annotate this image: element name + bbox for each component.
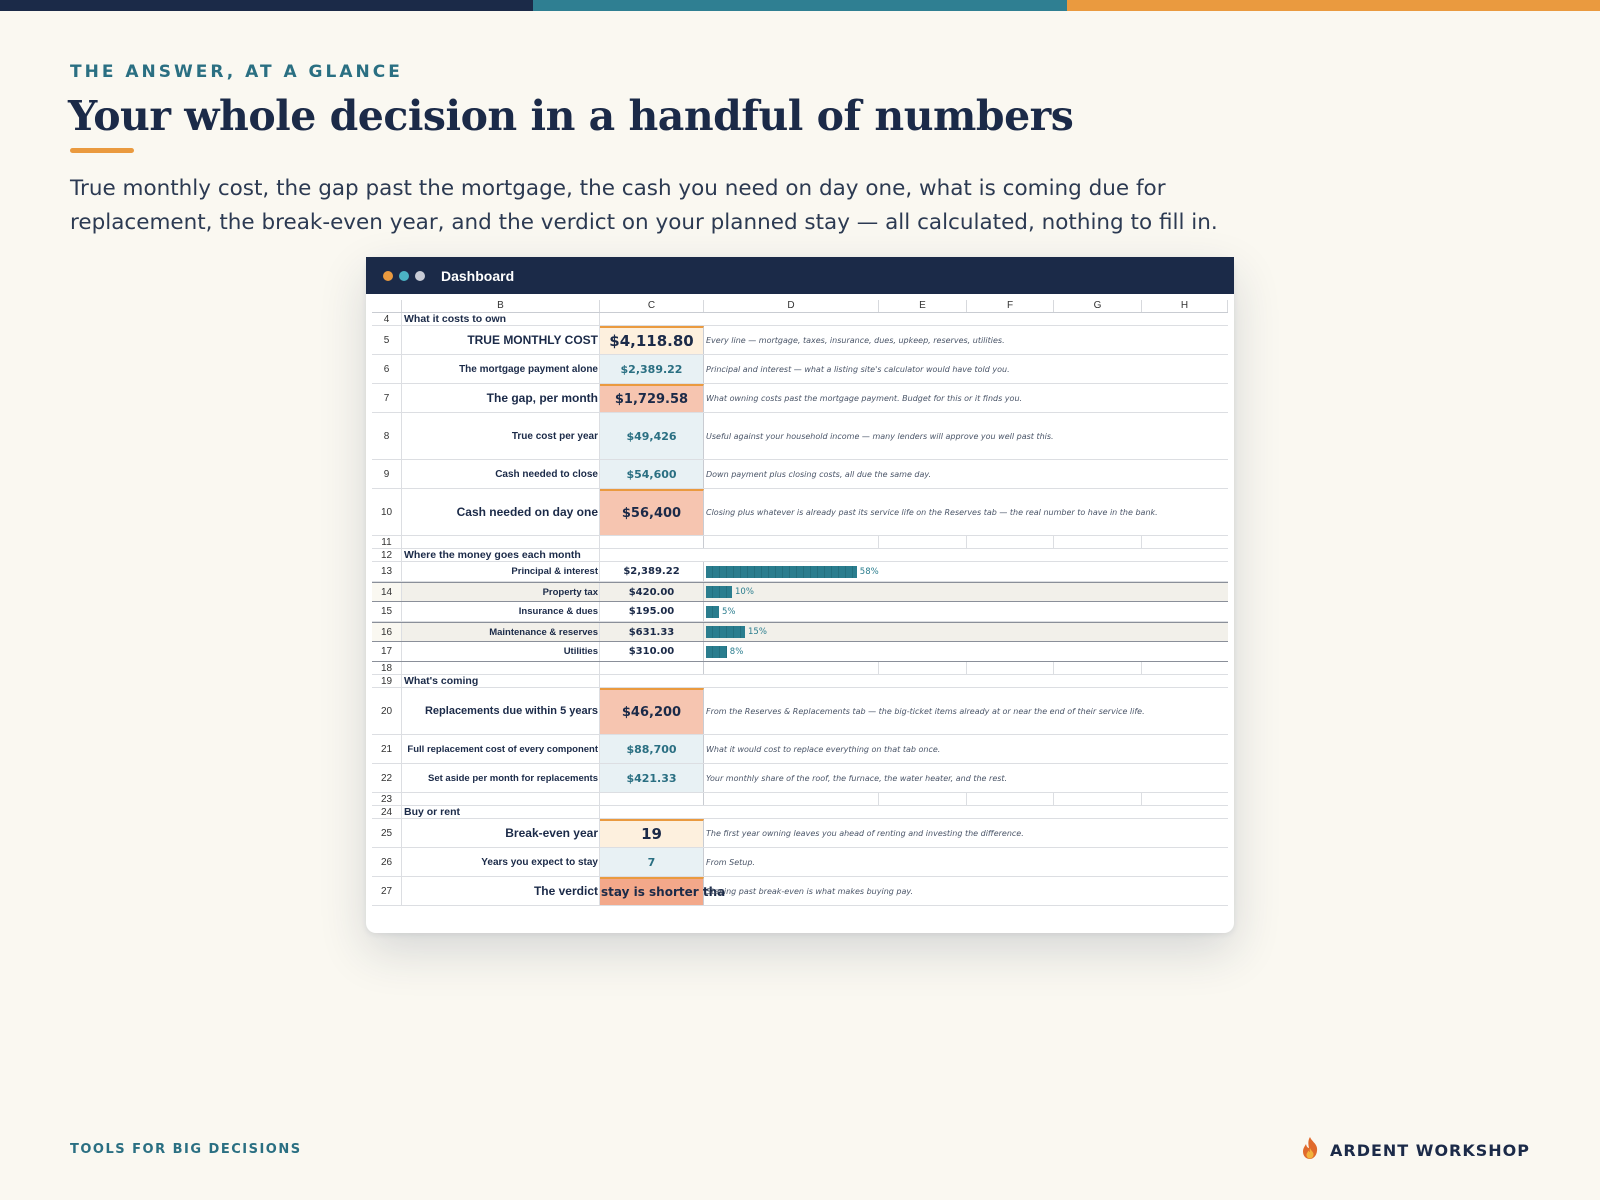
row-label[interactable]: Principal & interest [402,562,600,581]
page-title: Your whole decision in a handful of numbers [68,92,1074,140]
row-value[interactable]: $631.33 [600,623,704,641]
true-monthly-cost-value[interactable]: $4,118.80 [600,326,704,354]
cash-to-close-value[interactable]: $54,600 [600,460,704,488]
empty-cell[interactable] [402,662,600,674]
share-bar [706,566,857,578]
row-number[interactable]: 10 [372,489,402,535]
table-row [372,355,1228,384]
window-titlebar [366,257,1234,294]
row-number[interactable]: 14 [372,583,402,601]
empty-cells[interactable] [704,662,1228,674]
row-number[interactable]: 24 [372,806,402,818]
row-note[interactable]: Principal and interest — what a listing site's calculator would have told you. [706,364,1010,374]
row-note[interactable]: Down payment plus closing costs, all due the same day. [706,469,932,479]
eyebrow: THE ANSWER, AT A GLANCE [70,62,403,82]
corner-cell[interactable] [372,300,402,312]
row-number[interactable]: 15 [372,602,402,621]
section-heading-month[interactable]: Where the money goes each month [402,549,600,561]
window-minimize-dot[interactable] [399,271,409,281]
row-note[interactable]: Useful against your household income — many lenders will approve you well past this. [706,431,1054,441]
spreadsheet-window [366,257,1234,933]
blank-row [372,662,1228,675]
share-percent: 8% [729,646,744,657]
section-row-own [372,313,1228,326]
row-note[interactable]: From Setup. [706,857,755,867]
row-number[interactable]: 17 [372,642,402,661]
lede-paragraph: True monthly cost, the gap past the mortgage, the cash you need on day one, what is coming due for replacement, the break-even year, and the verdict on your planned stay — all calculated, nothing to fill in. [70,176,1218,235]
row-number[interactable]: 5 [372,326,402,354]
section-heading-buy[interactable]: Buy or rent [402,806,600,818]
share-percent: 15% [748,627,767,637]
row-number[interactable]: 22 [372,764,402,792]
row-number[interactable]: 11 [372,536,402,548]
row-number[interactable]: 7 [372,384,402,412]
set-aside-value[interactable]: $421.33 [600,764,704,792]
breakdown-row [372,642,1228,662]
row-label[interactable]: Cash needed on day one [402,489,600,535]
row-number[interactable]: 6 [372,355,402,383]
row-value[interactable]: $195.00 [600,602,704,621]
blank-row [372,536,1228,549]
row-note[interactable]: Every line — mortgage, taxes, insurance, dues, upkeep, reserves, utilities. [706,335,1005,345]
footer-tagline: TOOLS FOR BIG DECISIONS [70,1142,302,1157]
footer-brand [1300,1136,1530,1164]
share-bar-cell[interactable] [704,583,1228,601]
table-row [372,384,1228,413]
section-row-buy [372,806,1228,819]
empty-cell[interactable] [600,793,704,805]
break-even-year-value[interactable]: 19 [600,819,704,847]
table-row [372,819,1228,848]
breakdown-row [372,622,1228,642]
mortgage-payment-value[interactable]: $2,389.22 [600,355,704,383]
row-label[interactable]: Utilities [402,642,600,661]
monthly-gap-value[interactable]: $1,729.58 [600,384,704,412]
row-number[interactable]: 19 [372,675,402,687]
brand-name: ARDENT WORKSHOP [1330,1140,1530,1160]
row-note[interactable]: Closing plus whatever is already past its service life on the Reserves tab — the real number to have in the bank. [706,507,1158,517]
row-label[interactable]: The mortgage payment alone [402,355,600,383]
years-stay-value[interactable]: 7 [600,848,704,876]
row-label[interactable]: True cost per year [402,413,600,459]
breakdown-row [372,562,1228,582]
empty-cell[interactable] [402,793,600,805]
share-bar-cell[interactable] [704,602,1228,621]
row-value[interactable]: $420.00 [600,583,704,601]
row-label[interactable]: Break-even year [402,819,600,847]
cash-day-one-value[interactable]: $56,400 [600,489,704,535]
share-percent: 10% [735,587,754,597]
section-heading-own[interactable]: What it costs to own [402,313,600,325]
window-close-dot[interactable] [383,271,393,281]
row-value[interactable]: $2,389.22 [600,562,704,581]
row-number[interactable]: 8 [372,413,402,459]
empty-cells[interactable] [704,536,1228,548]
breakdown-row [372,582,1228,602]
share-bar [706,646,727,658]
section-row-month [372,549,1228,562]
row-number[interactable]: 23 [372,793,402,805]
row-number[interactable]: 13 [372,562,402,581]
row-number[interactable]: 9 [372,460,402,488]
breakdown-row [372,602,1228,622]
row-number[interactable]: 18 [372,662,402,674]
row-label[interactable]: Replacements due within 5 years [402,688,600,734]
col-header-c[interactable]: C [600,300,704,312]
row-note[interactable]: From the Reserves & Replacements tab — the big-ticket items already at or near the end of their service life. [706,706,1145,716]
col-header-f[interactable]: F [967,300,1054,312]
share-bar-cell[interactable] [704,623,1228,641]
share-bar-cell[interactable] [704,642,1228,661]
row-number[interactable]: 4 [372,313,402,325]
row-number[interactable]: 21 [372,735,402,763]
full-replacement-value[interactable]: $88,700 [600,735,704,763]
row-label[interactable]: The verdict [402,877,600,905]
row-value[interactable]: $310.00 [600,642,704,661]
row-note[interactable]: What owning costs past the mortgage payment. Budget for this or it finds you. [706,393,1023,403]
true-cost-per-year-value[interactable]: $49,426 [600,413,704,459]
empty-cell[interactable] [600,662,704,674]
table-row [372,326,1228,355]
blank-row [372,793,1228,806]
row-label[interactable]: Maintenance & reserves [402,623,600,641]
row-number[interactable]: 16 [372,623,402,641]
row-number[interactable]: 26 [372,848,402,876]
row-note[interactable]: Your monthly share of the roof, the furnace, the water heater, and the rest. [706,773,1008,783]
row-note[interactable]: The first year owning leaves you ahead of renting and investing the difference. [706,828,1024,838]
top-accent-bar [0,0,1600,11]
empty-cell[interactable] [402,536,600,548]
share-bar [706,606,719,618]
row-label[interactable]: Insurance & dues [402,602,600,621]
row-label[interactable]: Cash needed to close [402,460,600,488]
row-note[interactable]: Staying past break-even is what makes buying pay. [706,886,914,896]
empty-cell[interactable] [600,536,704,548]
window-zoom-dot[interactable] [415,271,425,281]
col-header-b[interactable]: B [402,300,600,312]
table-row [372,735,1228,764]
share-percent: 58% [859,566,879,577]
replacements-due-value[interactable]: $46,200 [600,688,704,734]
row-label[interactable]: Set aside per month for replacements [402,764,600,792]
row-number[interactable]: 27 [372,877,402,905]
table-row [372,489,1228,536]
section-row-coming [372,675,1228,688]
col-header-d[interactable]: D [704,300,879,312]
row-number[interactable]: 25 [372,819,402,847]
section-heading-coming[interactable]: What's coming [402,675,600,687]
window-title: Dashboard [441,267,515,284]
column-headers [372,300,1228,313]
table-row [372,688,1228,735]
share-bar-cell[interactable] [704,562,1228,581]
col-header-e[interactable]: E [879,300,967,312]
table-row [372,848,1228,877]
empty-cells[interactable] [704,793,1228,805]
row-label[interactable]: The gap, per month [402,384,600,412]
row-label[interactable]: TRUE MONTHLY COST [402,326,600,354]
flame-icon [1300,1136,1320,1164]
verdict-value[interactable]: stay is shorter tha [600,877,704,905]
row-note[interactable]: What it would cost to replace everything on that tab once. [706,744,941,754]
table-row [372,460,1228,489]
row-number[interactable]: 12 [372,549,402,561]
table-row [372,877,1228,906]
title-underline [70,148,134,153]
share-percent: 5% [722,606,736,617]
row-label[interactable]: Property tax [402,583,600,601]
row-label[interactable]: Years you expect to stay [402,848,600,876]
share-bar [706,626,745,638]
col-header-g[interactable]: G [1054,300,1142,312]
table-row [372,413,1228,460]
share-bar [706,586,732,598]
table-row [372,764,1228,793]
col-header-h[interactable]: H [1142,300,1228,312]
row-number[interactable]: 20 [372,688,402,734]
row-label[interactable]: Full replacement cost of every component [402,735,600,763]
spreadsheet-grid [372,300,1228,906]
